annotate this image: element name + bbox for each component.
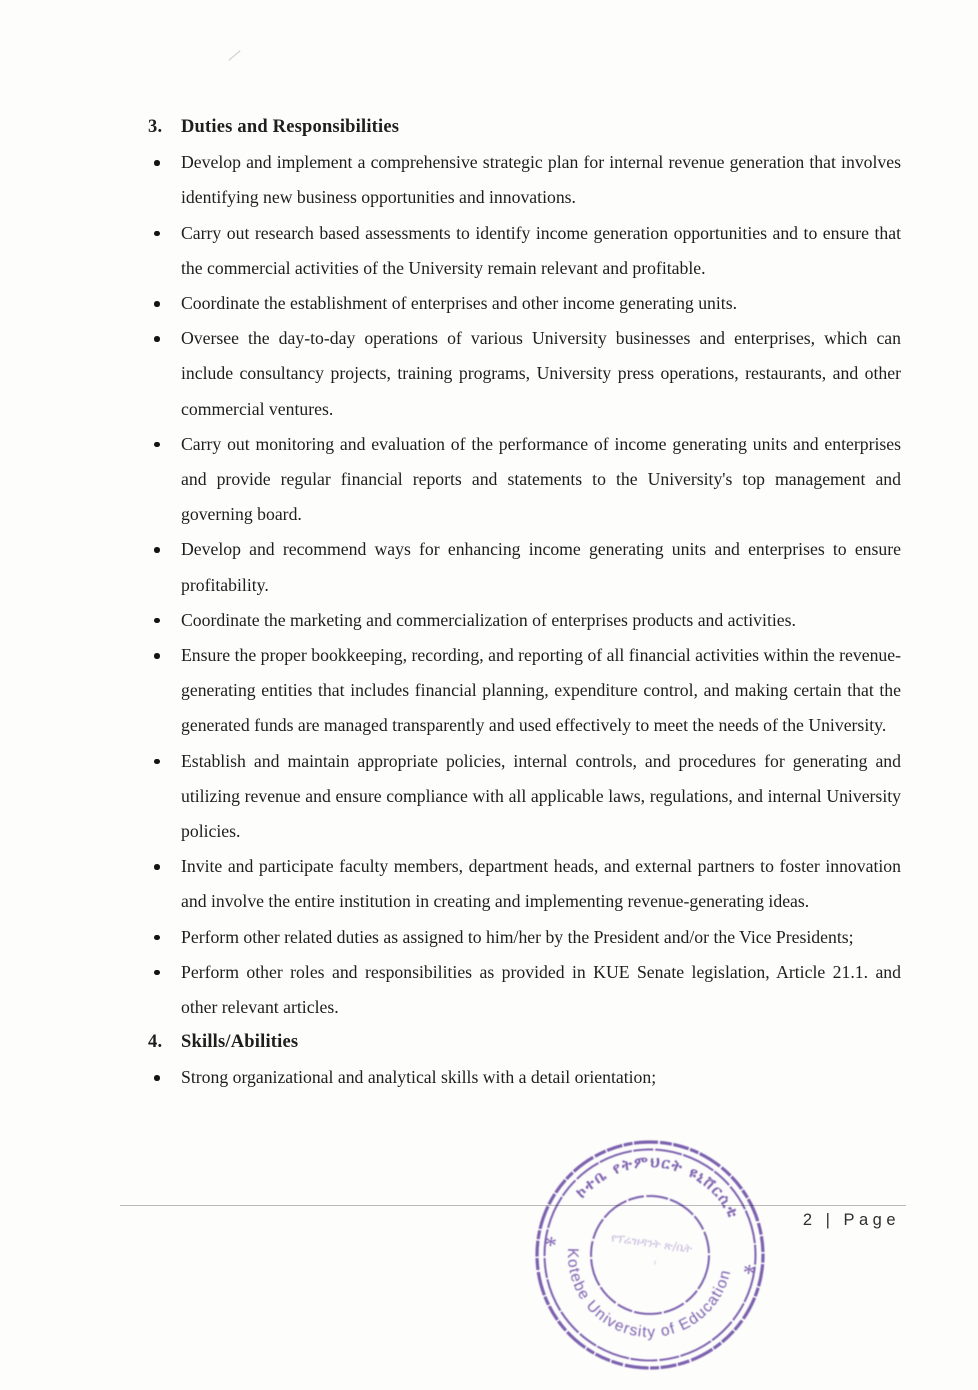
bullet-icon (154, 336, 160, 342)
bullet-icon (154, 864, 160, 870)
bullet-text: Oversee the day-to-day operations of various University businesses and enterprises, which can include consultancy projects, training programs, University press operations, restaurants, and other commercial ventures. (181, 328, 901, 419)
section-number: 3. (148, 117, 163, 137)
bullet-item (148, 744, 901, 850)
bullet-item (148, 849, 901, 919)
section-title: Duties and Responsibilities (181, 117, 400, 137)
stamp-top-arc-text: ኮተቤ የትምህርት ዩኒቨርሲቲ (571, 1152, 744, 1222)
bullet-item (148, 321, 901, 427)
footer-divider (120, 1205, 906, 1206)
bullet-icon (154, 970, 160, 976)
stamp-inner-text-line2: ፡ (652, 1257, 657, 1269)
bullet-icon (154, 618, 160, 624)
skills-bullet-list (148, 1060, 901, 1095)
bullet-icon (154, 759, 160, 765)
bullet-item (148, 145, 901, 215)
bullet-icon (154, 301, 160, 307)
bullet-icon (154, 547, 160, 553)
bullet-text: Carry out research based assessments to identify income generation opportunities and to ensure that the commercial activities of the University remain relevant and profitable. (181, 222, 901, 278)
bullet-text: Perform other roles and responsibilities as provided in KUE Senate legislation, Article 21.1. and other relevant articles. (181, 961, 901, 1018)
document-body (148, 110, 901, 1096)
bullet-item (148, 216, 901, 286)
stamp-bottom-arc-text: Kotebe University of Education (563, 1247, 735, 1342)
bullet-text: Strong organizational and analytical skills with a detail orientation; (181, 1067, 657, 1088)
stamp-inner-text: የፕሬዝዳንት ጽ/ቤት (610, 1230, 694, 1256)
bullet-icon (154, 442, 160, 448)
bullet-icon (154, 231, 160, 237)
stamp-right-star-icon: * (740, 1260, 757, 1288)
bullet-icon (154, 1075, 160, 1081)
bullet-item (148, 427, 901, 533)
section-title: Skills/Abilities (181, 1032, 299, 1053)
bullet-item (148, 1060, 901, 1095)
section-number: 4. (148, 1032, 163, 1053)
bullet-text: Coordinate the establishment of enterprises and other income generating units. (181, 293, 738, 314)
bullet-item (148, 603, 901, 638)
bullet-item (148, 638, 901, 744)
section-heading-skills (148, 1025, 901, 1060)
page-number: 2 | Page (802, 1211, 900, 1229)
bullet-text: Carry out monitoring and evaluation of the performance of income generating units and enterprises and provide regular financial reports and statements to the University's top management and governing board. (181, 433, 901, 525)
bullet-text: Develop and implement a comprehensive strategic plan for internal revenue generation that involves identifying new business opportunities and innovations. (181, 152, 901, 208)
bullet-icon (154, 653, 160, 659)
university-stamp (520, 1125, 780, 1385)
bullet-item (148, 532, 901, 602)
bullet-item (148, 920, 901, 955)
bullet-item (148, 286, 901, 321)
section-heading-duties (148, 110, 901, 145)
bullet-icon (154, 160, 160, 166)
stamp-inner-ring (583, 1188, 716, 1321)
bullet-text: Invite and participate faculty members, department heads, and external partners to foster innovation and involve the entire institution in creating and implementing revenue-generating ideas. (181, 856, 901, 912)
stamp-outer-ring (522, 1127, 777, 1382)
bullet-text: Perform other related duties as assigned to him/her by the President and/or the Vice Presidents; (181, 926, 854, 947)
duties-bullet-list (148, 145, 901, 1025)
stamp-left-star-icon: * (542, 1232, 559, 1260)
bullet-item (148, 955, 901, 1025)
bullet-text: Develop and recommend ways for enhancing income generating units and enterprises to ensure profitability. (181, 539, 901, 595)
bullet-text: Establish and maintain appropriate policies, internal controls, and procedures for generating and utilizing revenue and ensure compliance with all applicable laws, regulations, and internal University policies. (181, 750, 901, 842)
bullet-text: Coordinate the marketing and commercialization of enterprises products and activities. (181, 609, 796, 630)
scan-artifact-mark (228, 50, 240, 60)
bullet-icon (154, 935, 160, 941)
bullet-text: Ensure the proper bookkeeping, recording, and reporting of all financial activities within the revenue-generating entities that includes financial planning, expenditure control, and making certain that the generated funds are managed transparently and used effectively to meet the needs of the University. (181, 645, 901, 736)
